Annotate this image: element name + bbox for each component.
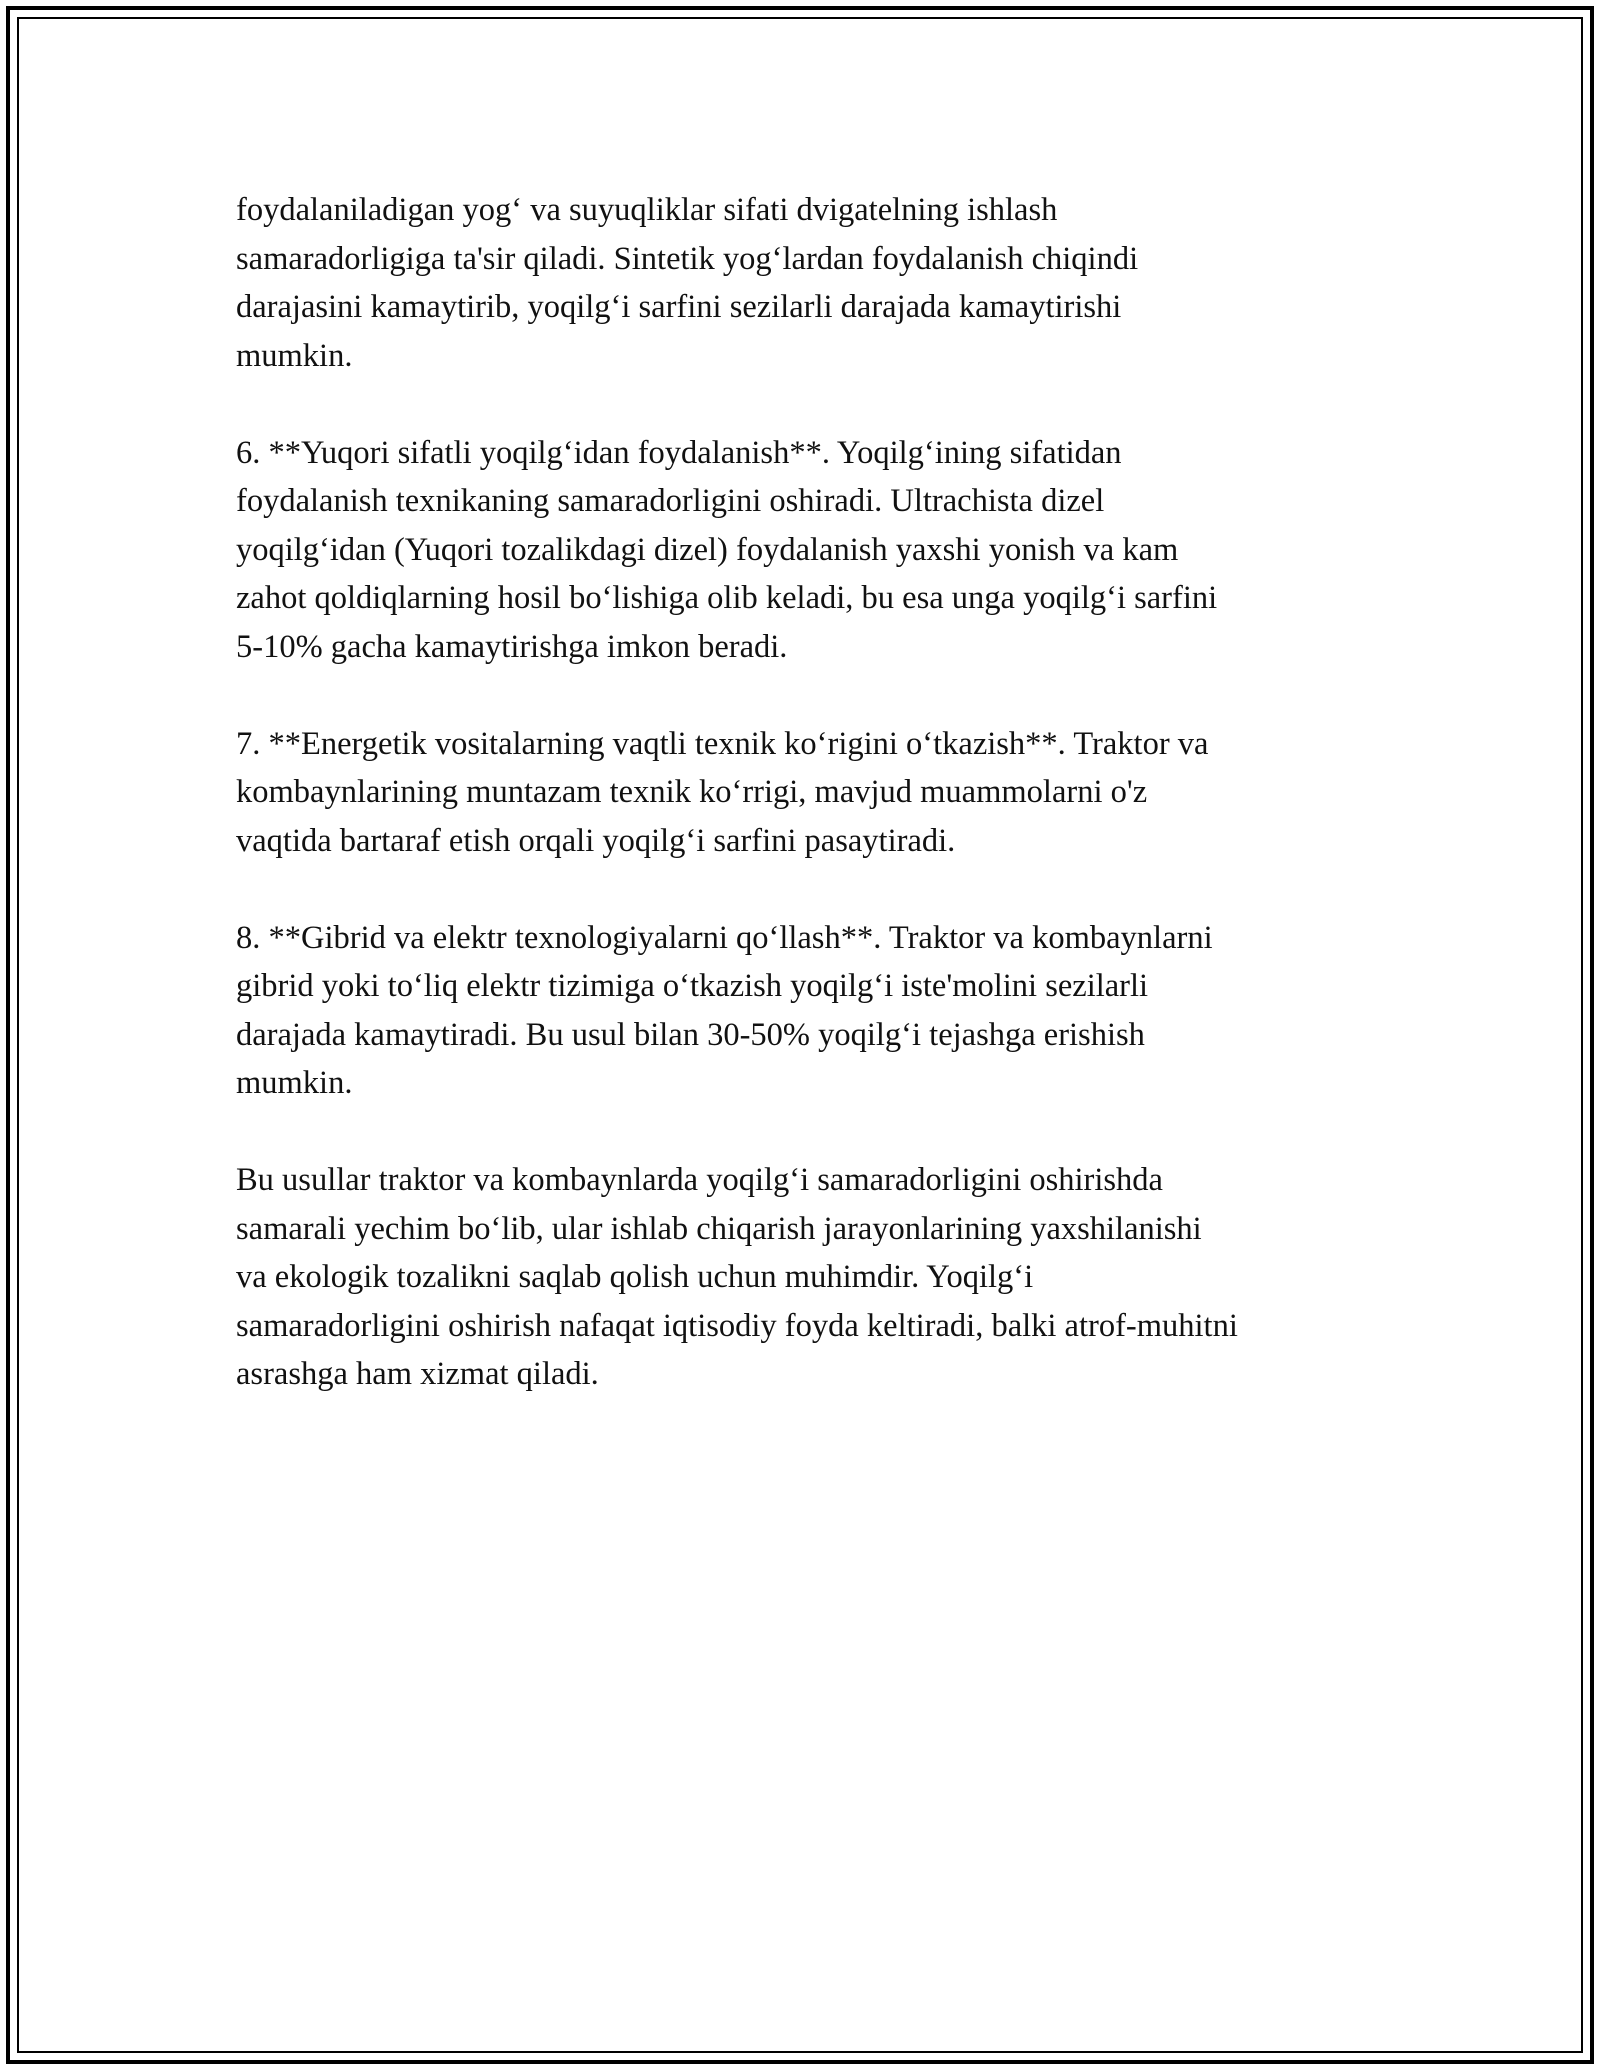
text-line: samarali yechim bo‘lib, ular ishlab chiqarish jarayonlarining yaxshilanishi [236, 1210, 1202, 1247]
document-body [236, 186, 1386, 1447]
text-line: 8. **Gibrid va elektr texnologiyalarni qo‘llash**. Traktor va kombaynlarni [236, 919, 1213, 956]
text-line: Bu usullar traktor va kombaynlarda yoqilg‘i samaradorligini oshirishda [236, 1162, 1163, 1198]
text-line: samaradorligiga ta'sir qiladi. Sintetik yog‘lardan foydalanish chiqindi [236, 240, 1139, 277]
paragraph-item-7 [236, 720, 1386, 866]
text-line: mumkin. [236, 337, 353, 374]
text-line: 6. **Yuqori sifatli yoqilg‘idan foydalanish**. Yoqilg‘ining sifatidan [236, 434, 1122, 471]
text-line: va ekologik tozalikni saqlab qolish uchun muhimdir. Yoqilg‘i [236, 1259, 1034, 1295]
paragraph-item-6 [236, 429, 1386, 672]
paragraph-item-8 [236, 914, 1386, 1108]
text-line: samaradorligini oshirish nafaqat iqtisodiy foyda keltiradi, balki atrof-muhitni [236, 1307, 1238, 1344]
paragraph-conclusion [236, 1156, 1386, 1399]
text-line: vaqtida bartaraf etish orqali yoqilg‘i sarfini pasaytiradi. [236, 822, 956, 859]
text-line: darajada kamaytiradi. Bu usul bilan 30-50% yoqilg‘i tejashga erishish [236, 1016, 1145, 1053]
paragraph-continuation [236, 186, 1386, 380]
text-line: foydalanish texnikaning samaradorligini oshiradi. Ultrachista dizel [236, 483, 1105, 519]
text-line: gibrid yoki to‘liq elektr tizimiga o‘tkazish yoqilg‘i iste'molini sezilarli [236, 968, 1149, 1004]
text-line: darajasini kamaytirib, yoqilg‘i sarfini sezilarli darajada kamaytirishi [236, 289, 1122, 325]
text-line: kombaynlarining muntazam texnik ko‘rrigi, mavjud muammolarni o'z [236, 774, 1148, 810]
text-line: 5-10% gacha kamaytirishga imkon beradi. [236, 628, 788, 665]
text-line: zahot qoldiqlarning hosil bo‘lishiga olib keladi, bu esa unga yoqilg‘i sarfini [236, 580, 1218, 616]
text-line: yoqilg‘idan (Yuqori tozalikdagi dizel) foydalanish yaxshi yonish va kam [236, 531, 1179, 568]
text-line: 7. **Energetik vositalarning vaqtli texnik ko‘rigini o‘tkazish**. Traktor va [236, 725, 1209, 762]
text-line: mumkin. [236, 1065, 353, 1101]
text-line: foydalaniladigan yog‘ va suyuqliklar sifati dvigatelning ishlash [236, 192, 1058, 228]
text-line: asrashga ham xizmat qiladi. [236, 1356, 599, 1392]
